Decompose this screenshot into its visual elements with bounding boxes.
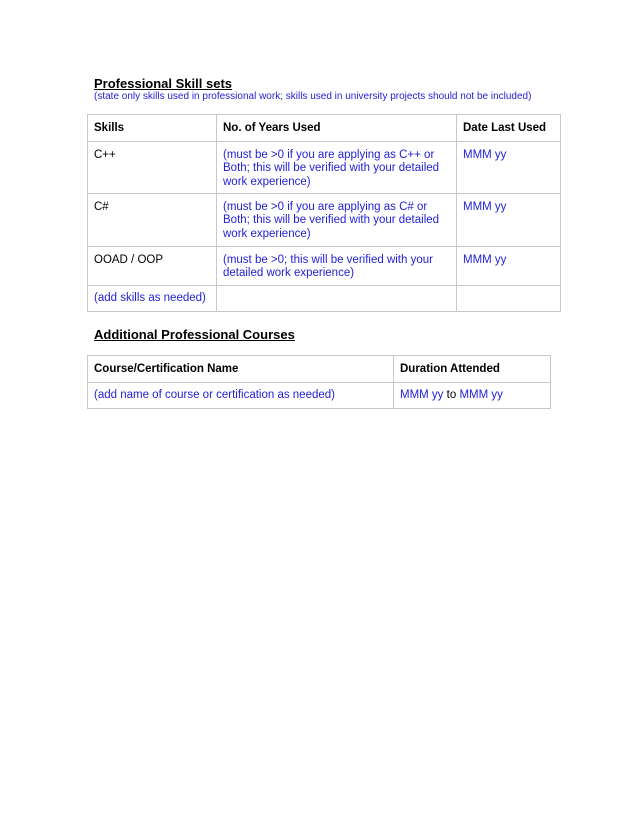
skills-section-heading: Professional Skill sets (94, 76, 233, 91)
skills-section-note: (state only skills used in professional work; skills used in university projects should not be included) (94, 91, 532, 102)
duration-attended-cell (394, 383, 551, 409)
table-row (88, 383, 551, 409)
skill-name-cell: (add skills as needed) (88, 286, 217, 312)
course-name-cell: (add name of course or certification as needed) (88, 383, 394, 409)
skill-name-cell: C# (88, 194, 217, 247)
years-used-cell: (must be >0 if you are applying as C++ or Both; this will be verified with your detailed work experience) (217, 142, 457, 194)
skill-name-cell: C++ (88, 142, 217, 194)
years-used-cell: (must be >0; this will be verified with your detailed work experience) (217, 247, 457, 286)
table-row (88, 247, 561, 286)
years-used-cell: (must be >0 if you are applying as C# or Both; this will be verified with your detailed work experience) (217, 194, 457, 247)
column-header-date-last-used: Date Last Used (457, 115, 561, 142)
date-last-used-cell (457, 286, 561, 312)
column-header-years-used: No. of Years Used (217, 115, 457, 142)
skills-table (87, 114, 561, 312)
table-row (88, 194, 561, 247)
table-row (88, 286, 561, 312)
courses-section-heading: Additional Professional Courses (94, 327, 295, 342)
duration-from: MMM yy (400, 389, 444, 401)
date-last-used-cell: MMM yy (457, 194, 561, 247)
column-header-duration-attended: Duration Attended (394, 356, 551, 383)
years-used-cell (217, 286, 457, 312)
skills-table-header-row (88, 115, 561, 142)
courses-table (87, 355, 551, 409)
duration-to-word: to (446, 389, 457, 401)
date-last-used-cell: MMM yy (457, 247, 561, 286)
duration-to: MMM yy (459, 389, 503, 401)
courses-table-header-row (88, 356, 551, 383)
skill-name-cell: OOAD / OOP (88, 247, 217, 286)
date-last-used-cell: MMM yy (457, 142, 561, 194)
column-header-skills: Skills (88, 115, 217, 142)
column-header-course-name: Course/Certification Name (88, 356, 394, 383)
table-row (88, 142, 561, 194)
